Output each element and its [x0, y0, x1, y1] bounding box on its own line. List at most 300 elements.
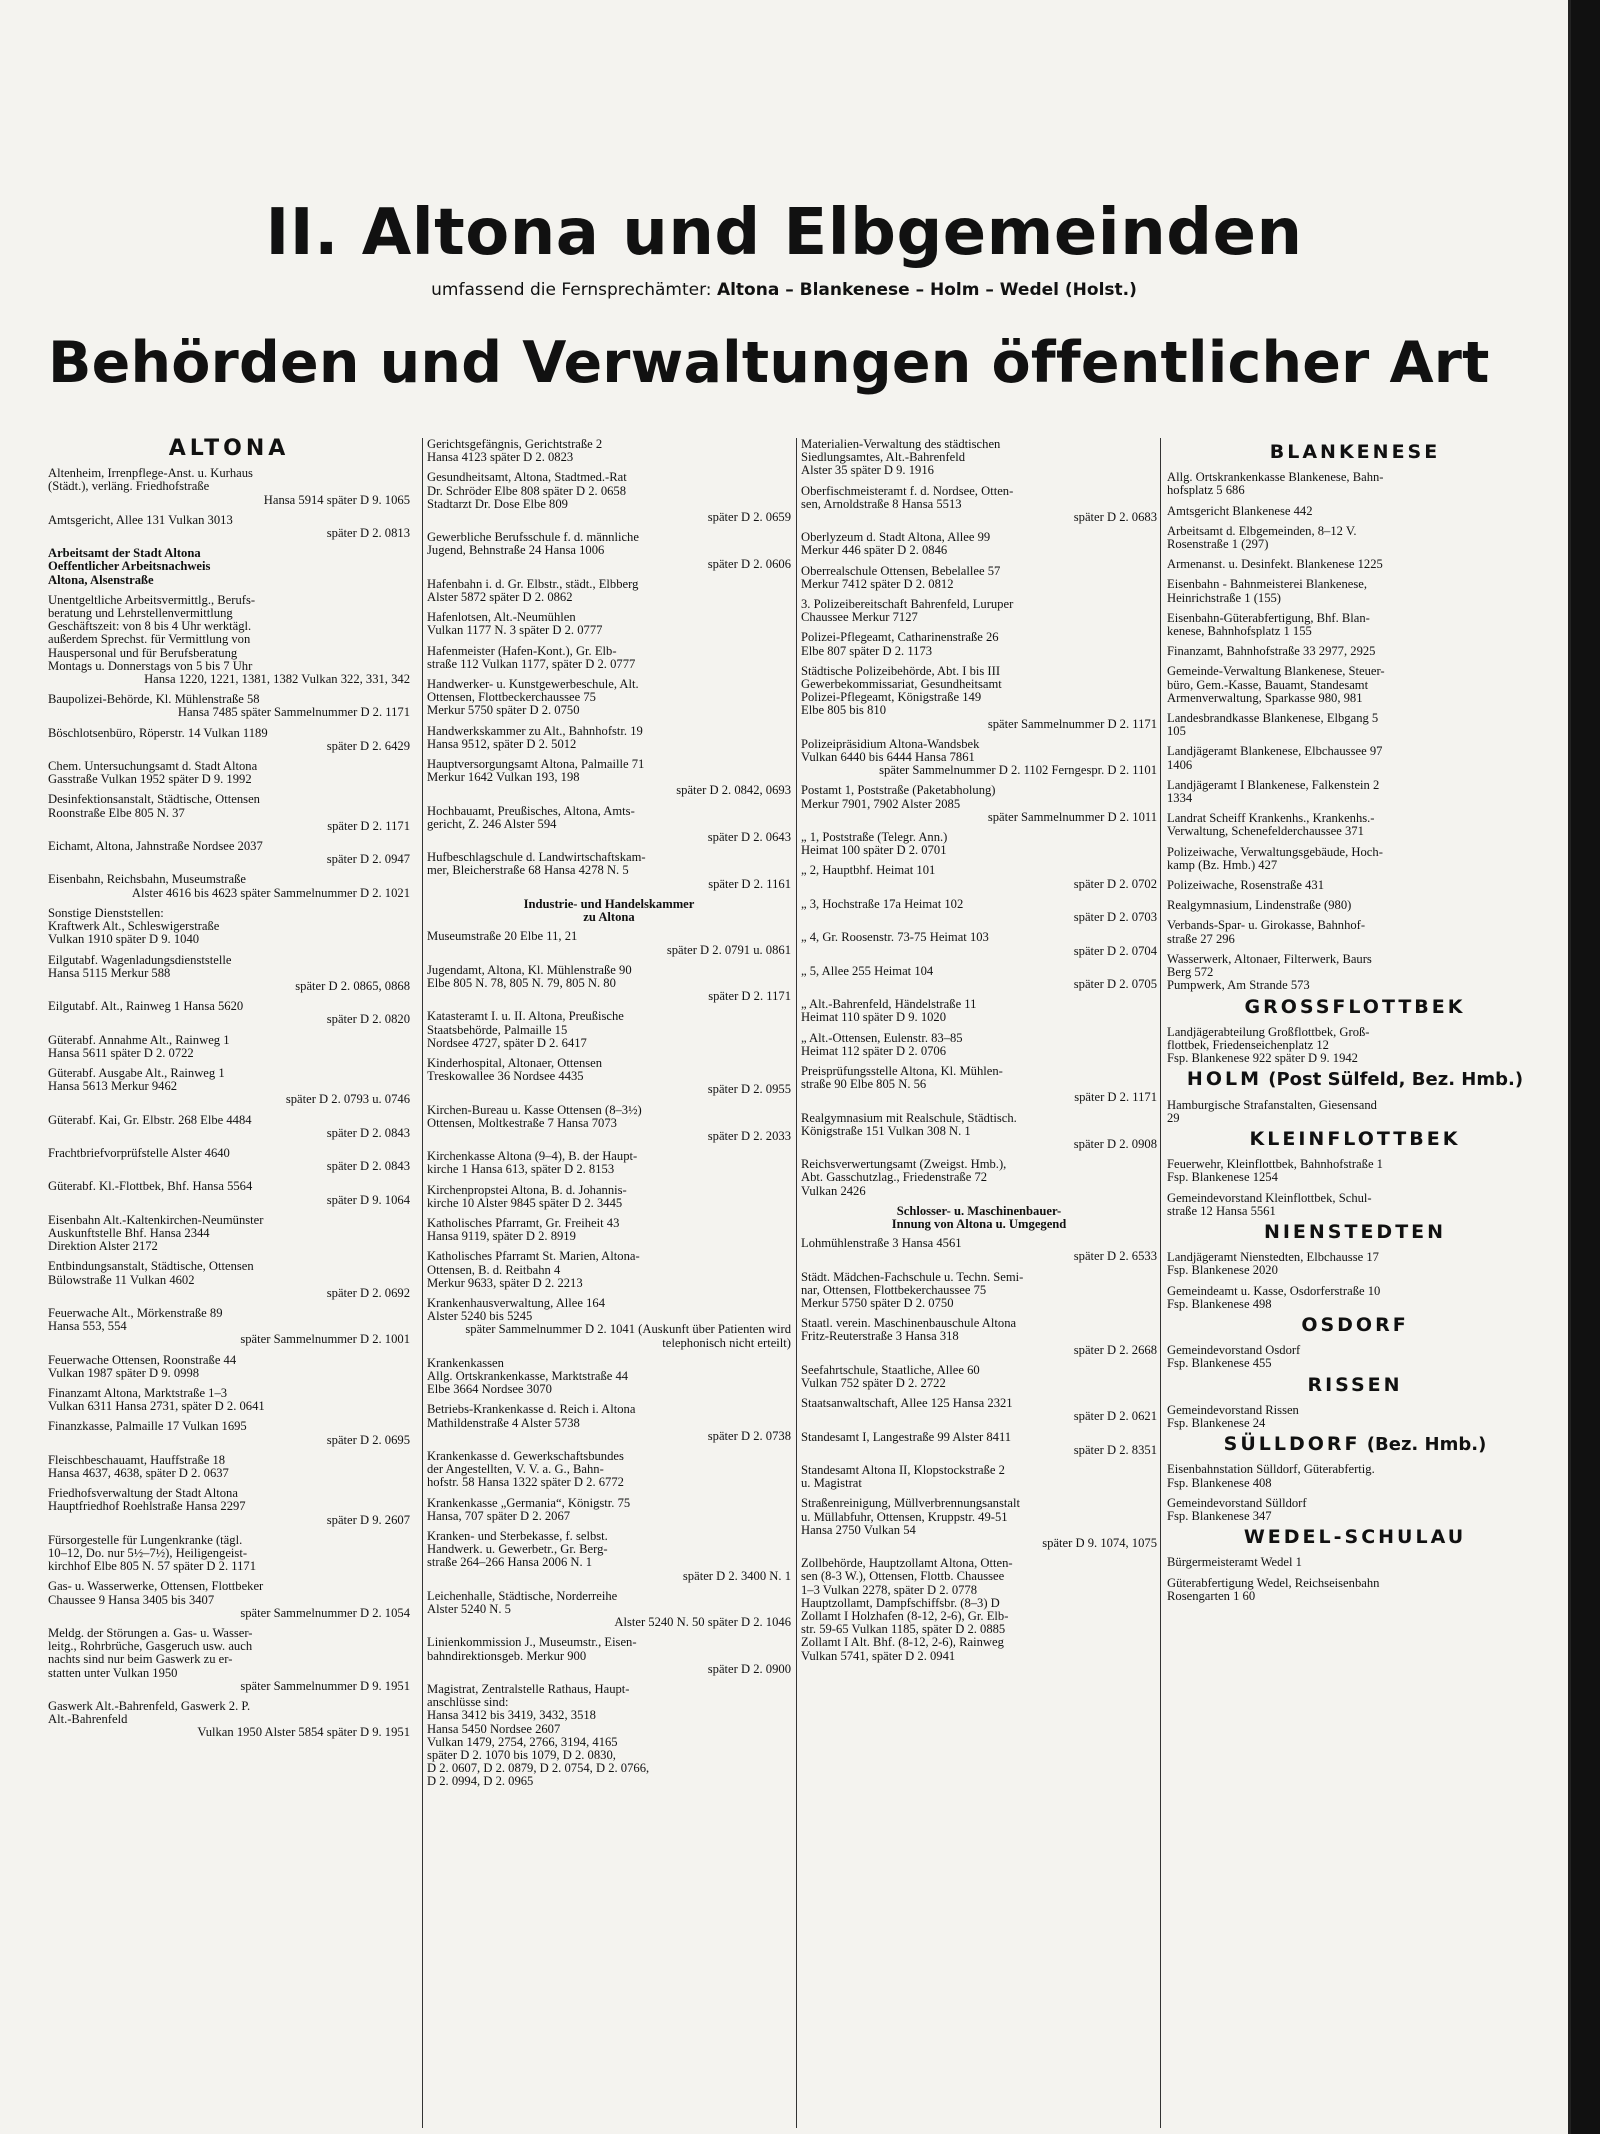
entry-line: Zollamt I Alt. Bhf. (8-12, 2-6), Rainweg: [801, 1635, 1004, 1650]
entry-line: 29: [1167, 1110, 1180, 1125]
entry-line: Hafenmeister (Hafen-Kont.), Gr. Elb-: [427, 643, 617, 658]
entry-line: hofstr. 58 Hansa 1322 später D 2. 6772: [427, 1475, 624, 1490]
entry-line: Hansa 5613 Merkur 9462: [48, 1079, 178, 1094]
directory-entry: [48, 514, 410, 540]
directory-entry: [427, 1530, 791, 1583]
directory-entry: [1167, 505, 1543, 518]
entry-line: Elbe 805 bis 810: [801, 703, 887, 718]
directory-entry: [48, 1260, 410, 1300]
entry-line: Güterabf. Ausgabe Alt., Rainweg 1: [48, 1065, 225, 1080]
entry-line: Heimat 100 später D 2. 0701: [801, 843, 947, 858]
entry-line: Heimat 112 später D 2. 0706: [801, 1043, 947, 1058]
entry-line: Polizei-Pflegeamt, Catharinenstraße 26: [801, 630, 999, 645]
entry-line: Eisenbahn Alt.-Kaltenkirchen-Neumünster: [48, 1212, 264, 1227]
directory-entry: [427, 1184, 791, 1210]
directory-entry: [1167, 1556, 1543, 1569]
directory-entry: [1167, 1344, 1543, 1370]
directory-entry: [801, 438, 1157, 478]
directory-entry: [48, 1180, 410, 1206]
entry-phone-later: später D 2. 0843: [326, 1125, 410, 1140]
entry-phone-later: später D 2. 1171: [327, 818, 410, 833]
entry-line: straße 27 296: [1167, 931, 1235, 946]
entry-phone-later: später Sammelnummer D 2. 1011: [987, 809, 1157, 824]
entry-line: u. Magistrat: [801, 1476, 862, 1491]
entry-line: Vulkan 1910 später D 9. 1040: [48, 932, 200, 947]
entry-line: Altenheim, Irrenpflege-Anst. u. Kurhaus: [48, 466, 253, 481]
entry-phone-later: später Sammelnummer D 2. 1054: [240, 1605, 410, 1620]
directory-entry: [427, 471, 791, 524]
directory-entry: [48, 1307, 410, 1347]
entry-phone-later: später D 2. 1161: [708, 876, 791, 891]
directory-entry: [801, 1317, 1157, 1357]
directory-entry: [427, 578, 791, 604]
entry-line: Museumstraße 20 Elbe 11, 21: [427, 929, 578, 944]
entry-line: kirchhof Elbe 805 N. 57 später D 2. 1171: [48, 1559, 256, 1574]
entry-line: Geschäftszeit: von 8 bis 4 Uhr werktägl.: [48, 619, 252, 634]
entry-line: Straßenreinigung, Müllverbrennungsanstalt: [801, 1496, 1020, 1511]
section-heading-place: [1167, 1068, 1543, 1091]
entry-line: Lohmühlenstraße 3 Hansa 4561: [801, 1236, 962, 1251]
directory-entry: [801, 1431, 1157, 1457]
entry-line: „ Alt.-Ottensen, Eulenstr. 83–85: [801, 1030, 963, 1045]
entry-line: Linienkommission J., Museumstr., Eisen-: [427, 1635, 637, 1650]
entry-line: Städtische Polizeibehörde, Abt. I bis III: [801, 663, 1001, 678]
entry-phone-later: später Sammelnummer D 2. 1041 (Auskunft über Patienten wird telephonisch nicht erteilt): [465, 1322, 791, 1350]
entry-line: Hansa 9512, später D 2. 5012: [427, 736, 577, 751]
directory-entry: [427, 851, 791, 891]
directory-entry: [427, 1403, 791, 1443]
directory-entry: [427, 1057, 791, 1097]
section-heading-place: [1167, 1313, 1543, 1336]
subtitle-prefix: umfassend die Fernsprechämter:: [431, 280, 712, 300]
entry-line: Vulkan 5741, später D 2. 0941: [801, 1648, 956, 1663]
entry-line: Alster 35 später D 9. 1916: [801, 463, 934, 478]
directory-entry: [427, 725, 791, 751]
entry-line: Alster 5872 später D 2. 0862: [427, 590, 573, 605]
entry-line: Hansa 553, 554: [48, 1319, 127, 1334]
directory-entry: [1167, 525, 1543, 551]
entry-line: Eichamt, Altona, Jahnstraße Nordsee 2037: [48, 839, 263, 854]
section-suffix: (Post Sülfeld, Bez. Hmb.): [1262, 1069, 1524, 1091]
entry-line: Feuerwache Ottensen, Roonstraße 44: [48, 1352, 237, 1367]
directory-entry: [801, 1464, 1157, 1490]
entry-line: „ 1, Poststraße (Telegr. Ann.): [801, 830, 948, 845]
section-name: RISSEN: [1307, 1373, 1403, 1396]
entry-phone-later: später D 2. 0947: [326, 852, 410, 867]
entry-phone-later: später D 2. 2033: [707, 1128, 791, 1143]
entry-line: Alster 5240 bis 5245: [427, 1309, 533, 1324]
entry-phone-later: später D 2. 0702: [1073, 876, 1157, 891]
entry-line: Alt.-Bahrenfeld: [48, 1712, 128, 1727]
directory-entry: [1167, 1497, 1543, 1523]
entry-line: 105: [1167, 724, 1186, 739]
entry-line: Heinrichstraße 1 (155): [1167, 590, 1282, 605]
entry-phone-later: später D 2. 6533: [1073, 1249, 1157, 1264]
entry-line: Postamt 1, Poststraße (Paketabholung): [801, 783, 996, 798]
entry-phone-later: Alster 5240 N. 50 später D 2. 1046: [614, 1615, 791, 1630]
section-heading-place: [1167, 1373, 1543, 1396]
directory-entry: [427, 1297, 791, 1350]
directory-entry: [1167, 919, 1543, 945]
directory-entry: [1167, 1404, 1543, 1430]
entry-line: straße 90 Elbe 805 N. 56: [801, 1077, 927, 1092]
entry-line: Seefahrtschule, Staatliche, Allee 60: [801, 1362, 980, 1377]
entry-line: Feuerwache Alt., Mörkenstraße 89: [48, 1305, 223, 1320]
directory-entry: [1167, 745, 1543, 771]
entry-line: Frachtbriefvorprüfstelle Alster 4640: [48, 1145, 230, 1160]
directory-entry: [427, 1250, 791, 1290]
directory-entry: [48, 1487, 410, 1527]
entry-phone-later: später Sammelnummer D 2. 1102 Ferngespr. D 2. 1101: [879, 763, 1157, 778]
entry-line: Materialien-Verwaltung des städtischen: [801, 438, 1001, 451]
directory-entry: [1167, 899, 1543, 912]
entry-line: Vulkan 1987 später D 9. 0998: [48, 1365, 200, 1380]
entry-line: Industrie- und Handelskammer: [523, 896, 695, 911]
entry-line: „ 2, Hauptbhf. Heimat 101: [801, 863, 936, 878]
directory-entry: [801, 598, 1157, 624]
entry-line: kirche 10 Alster 9845 später D 2. 3445: [427, 1195, 623, 1210]
entry-line: straße 12 Hansa 5561: [1167, 1203, 1276, 1218]
entry-line: Hansa 5115 Merkur 588: [48, 965, 171, 980]
entry-line: Heimat 110 später D 9. 1020: [801, 1010, 947, 1025]
directory-entry: [801, 1158, 1157, 1198]
directory-entry: [48, 954, 410, 994]
entry-line: Polizeipräsidium Altona-Wandsbek: [801, 736, 980, 751]
entry-line: Baupolizei-Behörde, Kl. Mühlenstraße 58: [48, 692, 260, 707]
entry-line: Entbindungsanstalt, Städtische, Ottensen: [48, 1259, 254, 1274]
entry-line: Krankenkassen: [427, 1355, 504, 1370]
entry-line: Siedlungsamtes, Alt.-Bahrenfeld: [801, 450, 966, 465]
directory-entry: [801, 864, 1157, 890]
entry-line: später D 2. 1070 bis 1079, D 2. 0830,: [427, 1748, 616, 1763]
entry-line: Krankenkasse „Germania“, Königstr. 75: [427, 1495, 631, 1510]
entry-line: Fsp. Blankenese 455: [1167, 1356, 1272, 1371]
entry-line: bahndirektionsgeb. Merkur 900: [427, 1648, 587, 1663]
entry-line: Fsp. Blankenese 408: [1167, 1475, 1272, 1490]
entry-line: Armenanst. u. Desinfekt. Blankenese 1225: [1167, 557, 1383, 572]
entry-line: Arbeitsamt d. Elbgemeinden, 8–12 V.: [1167, 523, 1357, 538]
directory-entry: [1167, 1577, 1543, 1603]
entry-line: (Städt.), verläng. Friedhofstraße: [48, 479, 210, 494]
entry-line: Innung von Altona u. Umgegend: [891, 1216, 1067, 1231]
entry-phone-later: später D 2. 0900: [707, 1661, 791, 1676]
entry-phone-later: Hansa 5914 später D 9. 1065: [263, 492, 410, 507]
entry-line: Chaussee Merkur 7127: [801, 610, 918, 625]
entry-line: Hafenbahn i. d. Gr. Elbstr., städt., Elbberg: [427, 576, 639, 591]
entry-line: Handwerk. u. Gewerbetr., Gr. Berg-: [427, 1542, 608, 1557]
directory-entry: [801, 738, 1157, 778]
entry-line: Krankenhausverwaltung, Allee 164: [427, 1295, 606, 1310]
directory-entry: [1167, 665, 1543, 705]
directory-entry: [801, 1112, 1157, 1152]
directory-entry: [1167, 1251, 1543, 1277]
directory-entry: [48, 840, 410, 866]
entry-phone-later: später D 2. 0705: [1073, 976, 1157, 991]
entry-line: Hauspersonal und für Berufsberatung: [48, 645, 238, 660]
entry-line: statten unter Vulkan 1950: [48, 1665, 178, 1680]
entry-phone-later: später D 2. 0793 u. 0746: [285, 1092, 410, 1107]
directory-entry: [801, 898, 1157, 924]
directory-entry: [48, 1420, 410, 1446]
directory-entry: [427, 611, 791, 637]
directory-entry: [48, 1454, 410, 1480]
entry-line: Verwaltung, Schenefelderchaussee 371: [1167, 824, 1364, 839]
entry-line: Polizeiwache, Rosenstraße 431: [1167, 878, 1325, 893]
entry-line: Armenverwaltung, Sparkasse 980, 981: [1167, 690, 1363, 705]
entry-phone-later: später D 2. 8351: [1073, 1442, 1157, 1457]
entry-phone-later: später D 2. 0820: [326, 1012, 410, 1027]
entry-line: Eisenbahn, Reichsbahn, Museumstraße: [48, 872, 246, 887]
entry-line: Eisenbahn - Bahnmeisterei Blankenese,: [1167, 577, 1368, 592]
entry-line: Hansa 5611 später D 2. 0722: [48, 1045, 194, 1060]
entry-line: Desinfektionsanstalt, Städtische, Ottensen: [48, 792, 260, 807]
entry-line: Amtsgericht, Allee 131 Vulkan 3013: [48, 512, 233, 527]
entry-phone-later: später D 2. 6429: [326, 738, 410, 753]
entry-line: Katholisches Pfarramt, Gr. Freiheit 43: [427, 1215, 620, 1230]
entry-line: 10–12, Do. nur 5½–7½), Heiligengeist-: [48, 1546, 248, 1561]
entry-line: „ Alt.-Bahrenfeld, Händelstraße 11: [801, 997, 977, 1012]
entry-line: Gas- u. Wasserwerke, Ottensen, Flottbeker: [48, 1579, 264, 1594]
directory-entry: [427, 1010, 791, 1050]
entry-line: Ottensen, Moltkestraße 7 Hansa 7073: [427, 1115, 617, 1130]
entry-line: Gesundheitsamt, Altona, Stadtmed.-Rat: [427, 470, 627, 485]
entry-line: Altona, Alsenstraße: [48, 572, 154, 587]
entry-line: Nordsee 4727, später D 2. 6417: [427, 1035, 587, 1050]
entry-line: Elbe 805 N. 78, 805 N. 79, 805 N. 80: [427, 975, 616, 990]
directory-entry: [427, 964, 791, 1004]
directory-entry: [48, 594, 410, 686]
entry-line: Gemeindeamt u. Kasse, Osdorferstraße 10: [1167, 1283, 1381, 1298]
directory-entry: [48, 793, 410, 833]
page-title: II. Altona und Elbgemeinden: [265, 196, 1303, 270]
section-heading: Behörden und Verwaltungen öffentlicher Art: [48, 330, 1490, 396]
entry-line: Fsp. Blankenese 24: [1167, 1415, 1266, 1430]
entry-phone-later: später Sammelnummer D 2. 1171: [987, 716, 1157, 731]
entry-phone-later: später D 2. 0695: [326, 1432, 410, 1447]
directory-entry: [1167, 846, 1543, 872]
directory-entry: [801, 1557, 1157, 1663]
directory-entry: [801, 665, 1157, 731]
directory-entry: [1167, 1463, 1543, 1489]
entry-line: Landjägeramt Blankenese, Elbchaussee 97: [1167, 744, 1383, 759]
directory-entry: [48, 1627, 410, 1693]
directory-entry: [1167, 953, 1543, 993]
entry-phone-later: später D 2. 1171: [1074, 1090, 1157, 1105]
entry-phone-later: später D 2. 0703: [1073, 910, 1157, 925]
entry-line: Arbeitsamt der Stadt Altona: [48, 546, 201, 561]
directory-entry: [1167, 1192, 1543, 1218]
section-heading-place: [1167, 1127, 1543, 1150]
entry-line: Vulkan 6311 Hansa 2731, später D 2. 0641: [48, 1399, 265, 1414]
column-1: [48, 438, 410, 2128]
entry-line: Zollbehörde, Hauptzollamt Altona, Otten-: [801, 1556, 1013, 1571]
entry-line: Vulkan 1479, 2754, 2766, 3194, 4165: [427, 1734, 618, 1749]
directory-entry: [48, 873, 410, 899]
entry-line: Gemeindevorstand Sülldorf: [1167, 1495, 1307, 1510]
section-name: NIENSTEDTEN: [1263, 1220, 1447, 1243]
entry-line: Polizeiwache, Verwaltungsgebäude, Hoch-: [1167, 844, 1383, 859]
directory-entry: [427, 1590, 791, 1630]
directory-entry: [801, 1065, 1157, 1105]
entry-phone-later: Vulkan 1950 Alster 5854 später D 9. 1951: [197, 1725, 410, 1740]
entry-line: Merkur 7901, 7902 Alster 2085: [801, 796, 961, 811]
entry-line: Montags u. Donnerstags von 5 bis 7 Uhr: [48, 658, 253, 673]
entry-line: 1406: [1167, 757, 1193, 772]
entry-line: Güterabf. Annahme Alt., Rainweg 1: [48, 1032, 230, 1047]
entry-line: Dr. Schröder Elbe 808 später D 2. 0658: [427, 483, 627, 498]
entry-line: Katholisches Pfarramt St. Marien, Altona-: [427, 1249, 640, 1264]
entry-line: kamp (Bz. Hmb.) 427: [1167, 857, 1278, 872]
entry-phone-later: später D 9. 2607: [326, 1512, 410, 1527]
entry-line: Gemeinde-Verwaltung Blankenese, Steuer-: [1167, 664, 1385, 679]
entry-phone-later: später Sammelnummer D 2. 1001: [240, 1332, 410, 1347]
entry-phone-later: später D 2. 0606: [707, 556, 791, 571]
directory-entry: [801, 931, 1157, 957]
entry-phone-later: Hansa 1220, 1221, 1381, 1382 Vulkan 322, 331, 342: [144, 672, 410, 687]
directory-entry: [1167, 712, 1543, 738]
directory-entry: [48, 547, 410, 587]
entry-line: Eisenbahnstation Sülldorf, Güterabfertig.: [1167, 1462, 1375, 1477]
directory-entry: [801, 784, 1157, 824]
entry-line: Merkur 5750 später D 2. 0750: [427, 703, 580, 718]
entry-line: Güterabf. Kl.-Flottbek, Bhf. Hansa 5564: [48, 1179, 253, 1194]
directory-entry: [427, 438, 791, 464]
entry-line: Realgymnasium mit Realschule, Städtisch.: [801, 1110, 1017, 1125]
directory-entry: [48, 1700, 410, 1740]
entry-line: Gerichtsgefängnis, Gerichtstraße 2: [427, 438, 603, 451]
entry-phone-later: später D 2. 2668: [1073, 1342, 1157, 1357]
entry-phone-later: später D 2. 3400 N. 1: [682, 1568, 791, 1583]
entry-line: Merkur 446 später D 2. 0846: [801, 543, 948, 558]
directory-entry: [427, 531, 791, 571]
entry-line: nar, Ottensen, Flottbekerchaussee 75: [801, 1282, 987, 1297]
directory-entry: [801, 485, 1157, 525]
entry-line: Fsp. Blankenese 498: [1167, 1296, 1272, 1311]
entry-line: hofsplatz 5 686: [1167, 483, 1245, 498]
entry-line: Gemeindevorstand Kleinflottbek, Schul-: [1167, 1190, 1372, 1205]
entry-line: Allg. Ortskrankenkasse Blankenese, Bahn-: [1167, 470, 1384, 485]
entry-phone-later: später D 2. 0704: [1073, 943, 1157, 958]
entry-line: 3. Polizeibereitschaft Bahrenfeld, Luruper: [801, 597, 1014, 612]
entry-line: Hauptfriedhof Roehlstraße Hansa 2297: [48, 1499, 246, 1514]
entry-line: Leichenhalle, Städtische, Norderreihe: [427, 1588, 618, 1603]
entry-line: Hansa 9119, später D 2. 8919: [427, 1229, 576, 1244]
entry-line: Standesamt Altona II, Klopstockstraße 2: [801, 1463, 1005, 1477]
entry-line: Alster 5240 N. 5: [427, 1602, 511, 1617]
entry-line: 1334: [1167, 791, 1193, 806]
directory-entry: [1167, 812, 1543, 838]
entry-phone-later: Hansa 7485 später Sammelnummer D 2. 1171: [177, 705, 410, 720]
section-heading-place: [1167, 1220, 1543, 1243]
entry-line: Merkur 5750 später D 2. 0750: [801, 1295, 954, 1310]
entry-line: Schlosser- u. Maschinenbauer-: [896, 1203, 1062, 1218]
directory-entry: [427, 1450, 791, 1490]
directory-entry: [48, 1354, 410, 1380]
directory-entry: [427, 1357, 791, 1397]
entry-line: büro, Gem.-Kasse, Bauamt, Standesamt: [1167, 677, 1369, 692]
entry-line: Gemeindevorstand Rissen: [1167, 1402, 1299, 1417]
entry-line: Chaussee 9 Hansa 3405 bis 3407: [48, 1592, 215, 1607]
section-name: GROSSFLOTTBEK: [1244, 995, 1466, 1018]
directory-entry: [801, 965, 1157, 991]
entry-line: Krankenkasse d. Gewerkschaftsbundes: [427, 1449, 624, 1463]
entry-line: Gewerbliche Berufsschule f. d. männliche: [427, 530, 639, 545]
entry-line: Landjägeramt I Blankenese, Falkenstein 2: [1167, 777, 1380, 792]
entry-line: Bülowstraße 11 Vulkan 4602: [48, 1272, 195, 1287]
entry-line: anschlüsse sind:: [427, 1695, 509, 1710]
entry-line: Magistrat, Zentralstelle Rathaus, Haupt-: [427, 1682, 630, 1697]
section-heading-place: [1167, 1526, 1543, 1549]
entry-line: Rosenstraße 1 (297): [1167, 537, 1269, 552]
entry-line: Wasserwerk, Altonaer, Filterwerk, Baurs: [1167, 951, 1372, 966]
entry-line: Vulkan 6440 bis 6444 Hansa 7861: [801, 750, 975, 765]
entry-line: der Angestellten, V. V. a. G., Bahn-: [427, 1462, 604, 1477]
entry-line: Finanzkasse, Palmaille 17 Vulkan 1695: [48, 1419, 247, 1434]
entry-line: mer, Bleicherstraße 68 Hansa 4278 N. 5: [427, 863, 629, 878]
entry-phone-later: später D 2. 0955: [707, 1082, 791, 1097]
entry-line: gericht, Z. 246 Alster 594: [427, 816, 557, 831]
entry-line: Standesamt I, Langestraße 99 Alster 8411: [801, 1429, 1012, 1444]
entry-line: Hansa 3412 bis 3419, 3432, 3518: [427, 1708, 596, 1723]
directory-entry: [427, 1217, 791, 1243]
entry-line: Roonstraße Elbe 805 N. 37: [48, 805, 185, 820]
section-name: HOLM: [1186, 1068, 1262, 1091]
entry-line: Rosengarten 1 60: [1167, 1588, 1256, 1603]
section-heading-place: [1167, 995, 1543, 1018]
entry-line: Unentgeltliche Arbeitsvermittlg., Berufs-: [48, 592, 256, 607]
directory-entry: [1167, 471, 1543, 497]
page-edge-strip: [1571, 0, 1600, 2134]
entry-line: flottbek, Friedenseichenplatz 12: [1167, 1037, 1329, 1052]
column-4: [1160, 438, 1543, 2128]
entry-line: Oeffentlicher Arbeitsnachweis: [48, 559, 211, 574]
directory-entry: [48, 1387, 410, 1413]
entry-line: Landjägeramt Nienstedten, Elbchausse 17: [1167, 1250, 1379, 1265]
entry-line: Katasteramt I. u. II. Altona, Preußische: [427, 1009, 624, 1024]
directory-entry: [1167, 879, 1543, 892]
directory-entry: [801, 1397, 1157, 1423]
entry-line: Königstraße 151 Vulkan 308 N. 1: [801, 1123, 971, 1138]
entry-line: Oberlyzeum d. Stadt Altona, Allee 99: [801, 530, 991, 545]
section-name: WEDEL-SCHULAU: [1243, 1526, 1467, 1549]
entry-line: Elbe 807 später D 2. 1173: [801, 643, 933, 658]
entry-subheading: [427, 898, 791, 924]
entry-line: straße 112 Vulkan 1177, später D 2. 0777: [427, 656, 636, 671]
entry-line: Landesbrandkasse Blankenese, Elbgang 5: [1167, 711, 1379, 726]
entry-line: Landjägerabteilung Großflottbek, Groß-: [1167, 1024, 1370, 1039]
entry-line: Ottensen, B. d. Reitbahn 4: [427, 1262, 561, 1277]
entry-line: Realgymnasium, Lindenstraße (980): [1167, 898, 1352, 913]
entry-line: Elbe 3664 Nordsee 3070: [427, 1382, 552, 1397]
entry-line: Oberrealschule Ottensen, Bebelallee 57: [801, 563, 1001, 578]
entry-line: Betriebs-Krankenkasse d. Reich i. Altona: [427, 1402, 636, 1417]
directory-entry: [48, 1580, 410, 1620]
entry-line: Direktion Alster 2172: [48, 1239, 158, 1254]
entry-line: Vulkan 752 später D 2. 2722: [801, 1375, 946, 1390]
section-heading-place: [48, 438, 410, 461]
entry-phone-later: später D 9. 1074, 1075: [1042, 1536, 1157, 1551]
entry-line: Preisprüfungsstelle Altona, Kl. Mühlen-: [801, 1063, 1003, 1078]
entry-line: „ 4, Gr. Roosenstr. 73-75 Heimat 103: [801, 930, 989, 945]
entry-line: Gemeindevorstand Osdorf: [1167, 1343, 1301, 1358]
directory-entry: [1167, 558, 1543, 571]
entry-line: Hansa 4123 später D 2. 0823: [427, 450, 574, 465]
entry-line: Fsp. Blankenese 922 später D 9. 1942: [1167, 1051, 1358, 1066]
entry-line: Hansa 5450 Nordsee 2607: [427, 1721, 561, 1736]
entry-line: Handwerkskammer zu Alt., Bahnhofstr. 19: [427, 723, 643, 738]
entry-phone-later: später D 2. 0865, 0868: [295, 978, 410, 993]
entry-line: Gasstraße Vulkan 1952 später D 9. 1992: [48, 772, 252, 787]
